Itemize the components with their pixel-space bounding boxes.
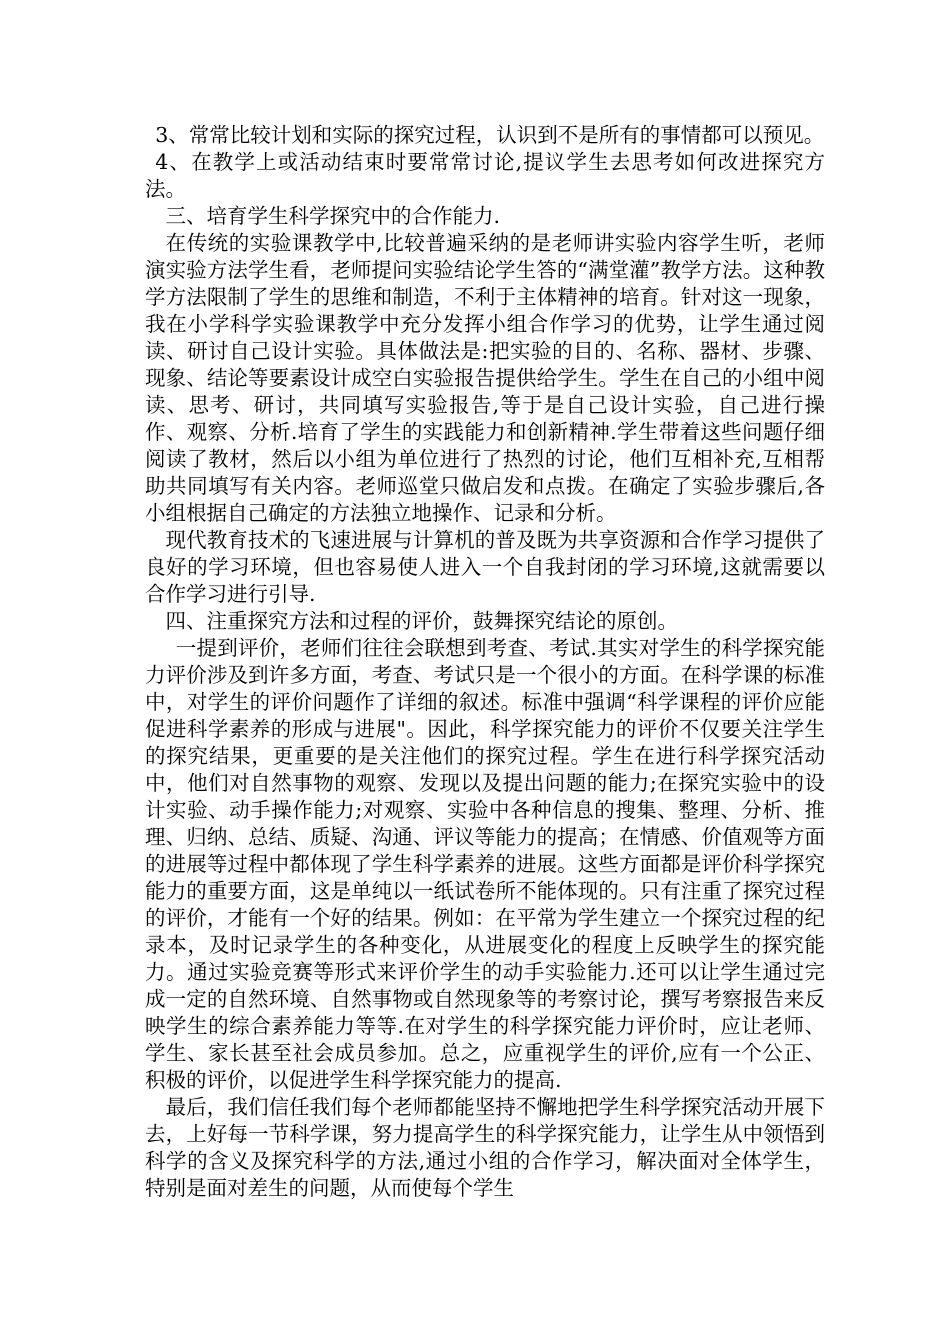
paragraph-item-4: 4、在教学上或活动结束时要常常讨论,提议学生去思考如何改进探究方法。 xyxy=(145,150,825,201)
paragraph-conclusion: 最后，我们信任我们每个老师都能坚持不懈地把学生科学探究活动开展下去，上好每一节科学课，努力提高学生的科学探究能力，让学生从中领悟到科学的含义及探究科学的方法,通过小组的合作学习，解决面对全体学生，特别是面对差生的问题，从而使每个学生 xyxy=(145,1095,825,1200)
section-heading-4: 四、注重探究方法和过程的评价，鼓舞探究结论的原创。 xyxy=(165,609,678,633)
section-heading-3: 三、培育学生科学探究中的合作能力. xyxy=(165,204,501,228)
paragraph-evaluation: 一提到评价，老师们往往会联想到考查、考试.其实对学生的科学探究能力评价涉及到许多方面，考查、考试只是一个很小的方面。在科学课的标准中，对学生的评价问题作了详细的叙述。标准中强调“科学课程的评价应能促进科学素养的形成与进展"。因此，科学探究能力的评价不仅要关注学生的探究结果，更重要的是关注他们的探究过程。学生在进行科学探究活动中，他们对自然事物的观察、发现以及提出问题的能力;在探究实验中的设计实验、动手操作能力;对观察、实验中各种信息的搜集、整理、分析、推理、归纳、总结、质疑、沟通、评议等能力的提高；在情感、价值观等方面的进展等过程中都体现了学生科学素养的进展。这些方面都是评价科学探究能力的重要方面，这是单纯以一纸试卷所不能体现的。只有注重了探究过程的评价，才能有一个好的结果。例如：在平常为学生建立一个探究过程的纪录本，及时记录学生的各种变化，从进展变化的程度上反映学生的探究能力。通过实验竞赛等形式来评价学生的动手实验能力.还可以让学生通过完成一定的自然环境、自然事物或自然现象等的考察讨论，撰写考察报告来反映学生的综合素养能力等等.在对学生的科学探究能力评价时，应让老师、学生、家长甚至社会成员参加。总之，应重视学生的评价,应有一个公正、积极的评价，以促进学生科学探究能力的提高. xyxy=(145,636,825,1092)
document-page xyxy=(145,122,825,1202)
paragraph-cooperation: 在传统的实验课教学中,比较普遍采纳的是老师讲实验内容学生听，老师演实验方法学生看，老师提问实验结论学生答的“满堂灌”教学方法。这种教学方法限制了学生的思维和制造，不利于主体精神的培育。针对这一现象，我在小学科学实验课教学中充分发挥小组合作学习的优势，让学生通过阅读、研讨自己设计实验。具体做法是:把实验的目的、名称、器材、步骤、现象、结论等要素设计成空白实验报告提供给学生。学生在自己的小组中阅读、思考、研讨，共同填写实验报告,等于是自己设计实验，自己进行操作、观察、分析.培育了学生的实践能力和创新精神.学生带着这些问题仔细阅读了教材，然后以小组为单位进行了热烈的讨论，他们互相补充,互相帮助共同填写有关内容。老师巡堂只做启发和点拨。在确定了实验步骤后,各小组根据自己确定的方法独立地操作、记录和分析。 xyxy=(145,231,825,525)
paragraph-technology: 现代教育技术的飞速进展与计算机的普及既为共享资源和合作学习提供了良好的学习环境，但也容易使人进入一个自我封闭的学习环境,这就需要以合作学习进行引导. xyxy=(145,528,825,606)
paragraph-item-3: 3、常常比较计划和实际的探究过程，认识到不是所有的事情都可以预见。 xyxy=(155,123,825,147)
